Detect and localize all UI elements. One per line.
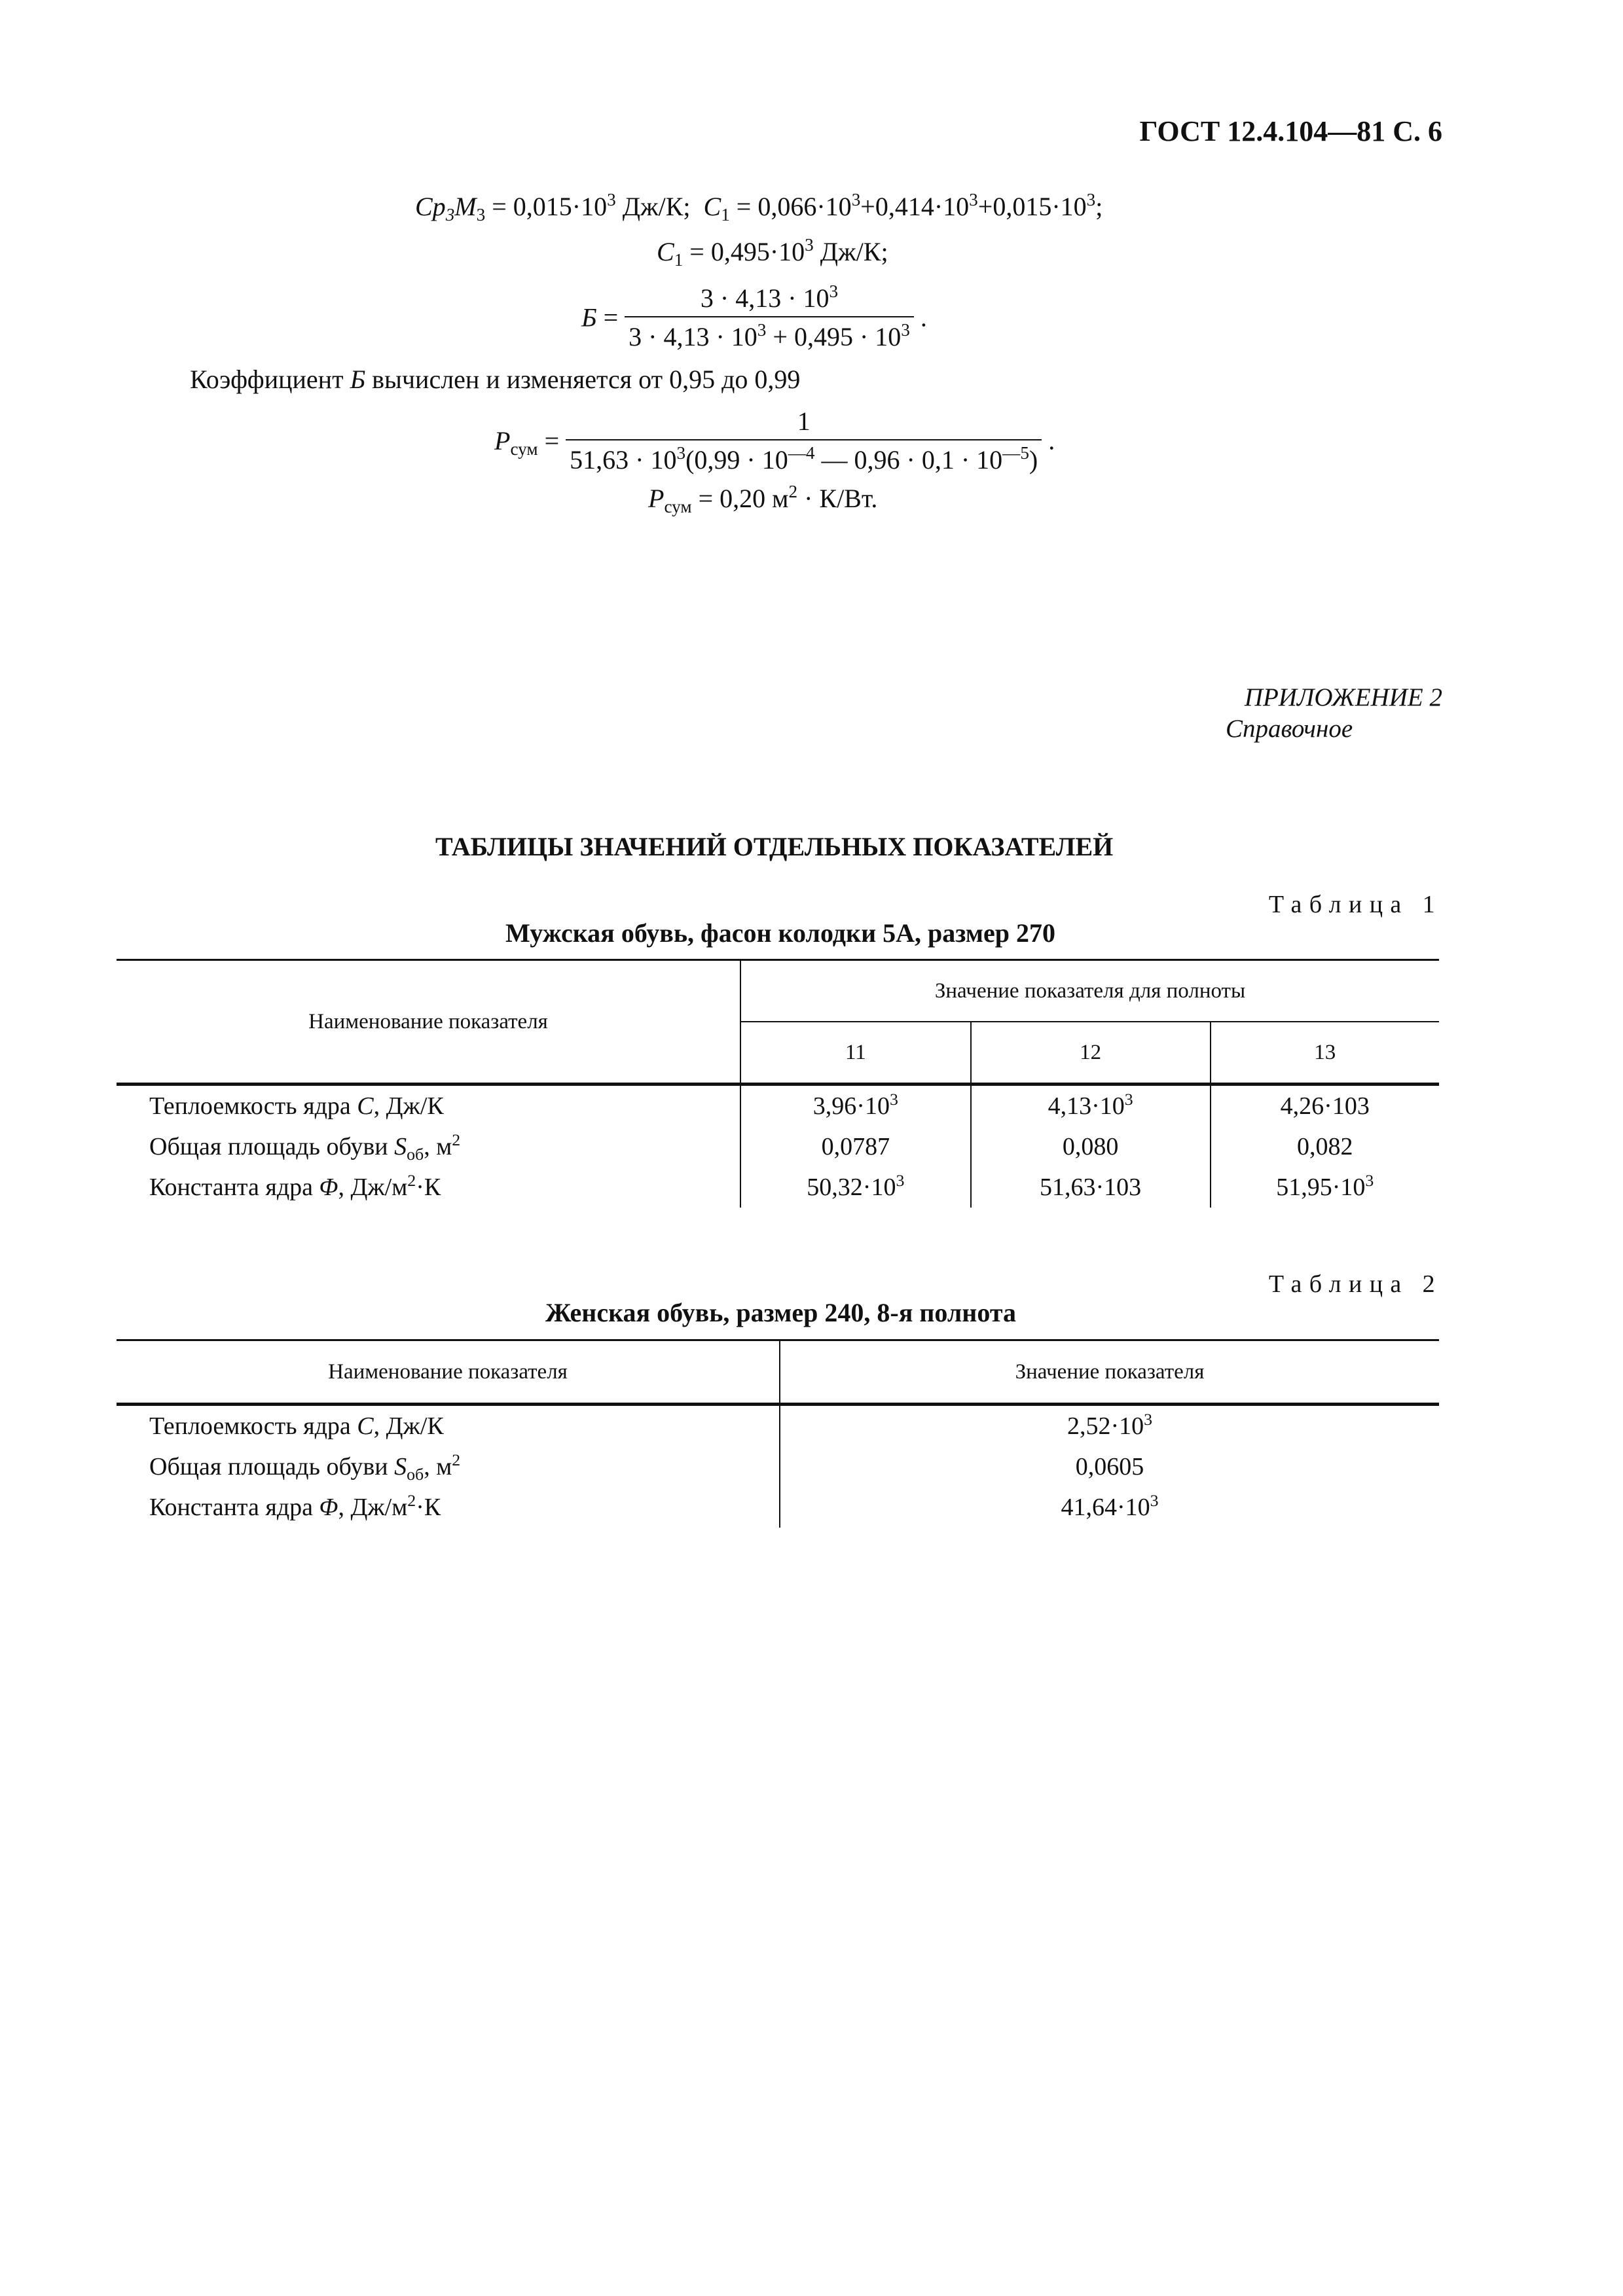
line1-c1-mid: +0,414·10 [860, 192, 970, 221]
line2-unit: Дж/К; [813, 237, 888, 266]
line1-c1: = 0,066·10 [729, 192, 852, 221]
cell-value: $50,32\cdot 10^3$ [740, 1167, 971, 1208]
cell-value: $3,96\cdot 10^3$ [740, 1085, 971, 1127]
row-label: Константа ядра Φ, $Дж/м^2\cdot К$ [117, 1167, 740, 1208]
table1-header-name: Наименование показателя [117, 960, 740, 1085]
line1-unit: Дж/К; [615, 192, 691, 221]
line1-sup: 3 [607, 190, 616, 210]
table2-header-value: Значение показателя [780, 1340, 1439, 1405]
table2-title: Женская обувь, размер 240, 8-я полнота [545, 1298, 1016, 1327]
formula-p-result: $P_{сум} = 0,20$ $м^2 \cdot К/Вт$. [648, 482, 878, 517]
line1-rhs: = 0,015·10 [485, 192, 608, 221]
page-header: ГОСТ 12.4.104—81 С. 6 [1139, 115, 1442, 147]
table-row [117, 1167, 1439, 1208]
c1-symbol: C [703, 192, 721, 221]
cell-value: $51,95\cdot 10^3$ [1276, 1170, 1374, 1201]
cell-value: 51,63·103 [971, 1167, 1211, 1208]
cell-value: 4,26·103 [1280, 1092, 1370, 1120]
table-row [117, 1126, 1439, 1167]
line2-sup: 3 [805, 235, 814, 255]
line1-c1-tail: ; [1095, 192, 1103, 221]
line1-c1-end: +0,015·10 [977, 192, 1087, 221]
table1-header-group: Значение показателя для полноты [740, 960, 1439, 1022]
table-row [117, 1446, 1439, 1487]
line1-c1-sup2: 3 [969, 190, 978, 210]
cp-symbol: Cp [415, 192, 446, 221]
table-row [117, 1487, 1439, 1528]
table1-title: Мужская обувь, фасон колодки 5А, размер 270 [505, 918, 1056, 948]
b-denominator: $3 \cdot 4,13 \cdot 10^3 + 0,495 \cdot 10^3$ [625, 316, 914, 352]
appendix-subtitle: Справочное [1226, 715, 1353, 743]
formula-line-2 [657, 235, 888, 270]
m-sub: 3 [476, 205, 486, 225]
table1-caption: Таблица 1 [1268, 891, 1442, 918]
formula-line-1 [415, 190, 1103, 225]
c1-sub: 1 [721, 205, 730, 225]
line2-rhs: = 0,495·10 [683, 237, 805, 266]
c1-symbol-2: C [657, 237, 674, 266]
b-end: . [913, 302, 927, 332]
b-symbol: Б [581, 302, 597, 332]
table1-subcol: 13 [1211, 1022, 1439, 1085]
row-label: Теплоемкость ядра С, Дж/К [117, 1405, 780, 1447]
table2 [117, 1339, 1439, 1528]
c1-sub-2: 1 [674, 250, 684, 270]
table2-caption: Таблица 2 [1268, 1270, 1442, 1298]
cp-sub: 3 [445, 205, 455, 225]
cell-value: 0,082 [1297, 1133, 1353, 1160]
m-symbol: M [454, 192, 477, 221]
b-eq: = [596, 302, 625, 332]
b-numerator: $3 \cdot 4,13 \cdot 10^3$ [700, 281, 839, 313]
cell-value: 0,0605 [1075, 1453, 1144, 1480]
p-denominator: $51,63 \cdot 10^3(0,99 \cdot 10^{—4}$ — $0,96 \cdot 0,1 \cdot 10^{—5}$) [566, 439, 1042, 475]
p-symbol: P [494, 425, 511, 456]
p-sub: сум [510, 439, 538, 459]
cell-value: 0,0787 [740, 1126, 971, 1167]
row-label: Общая площадь обуви $S_{об}$, $м^2$ [117, 1446, 780, 1487]
table-row [117, 1085, 1439, 1127]
cell-value: 0,080 [971, 1126, 1211, 1167]
line1-c1-sup1: 3 [851, 190, 861, 210]
cell-value: $2,52\cdot 10^3$ [1067, 1409, 1153, 1440]
table1-subcol: 11 [740, 1022, 971, 1085]
p-numerator: 1 [797, 406, 811, 436]
table1-subcol: 12 [971, 1022, 1211, 1085]
coefficient-text: Коэффициент Б вычислен и изменяется от 0,95 до 0,99 [190, 365, 801, 394]
p-fraction [566, 406, 1042, 475]
line1-c1-sup3: 3 [1086, 190, 1096, 210]
formula-b [581, 283, 927, 352]
row-label: Теплоемкость ядра С, Дж/К [117, 1085, 740, 1127]
b-fraction [625, 283, 914, 352]
section-title: ТАБЛИЦЫ ЗНАЧЕНИЙ ОТДЕЛЬНЫХ ПОКАЗАТЕЛЕЙ [435, 832, 1114, 861]
appendix-title: ПРИЛОЖЕНИЕ 2 [1244, 683, 1442, 711]
cell-value: $41,64\cdot 10^3$ [1061, 1490, 1159, 1521]
row-label: Общая площадь обуви $S_{об}$, $м^2$ [117, 1126, 740, 1167]
cell-value: $4,13\cdot 10^3$ [971, 1085, 1211, 1127]
row-label: Константа ядра Φ, $Дж/м^2\cdot К$ [117, 1487, 780, 1528]
table1 [117, 959, 1439, 1208]
table2-header-name: Наименование показателя [117, 1340, 780, 1405]
table-row [117, 1405, 1439, 1447]
formula-p: $P_{сум}$ = $\frac{1}{51,63 \cdot 10^3(0,99 \cdot 10^{—4} — 0,96 \cdot 0,1 \cdot 10^{—5})}$ . [494, 406, 1055, 475]
